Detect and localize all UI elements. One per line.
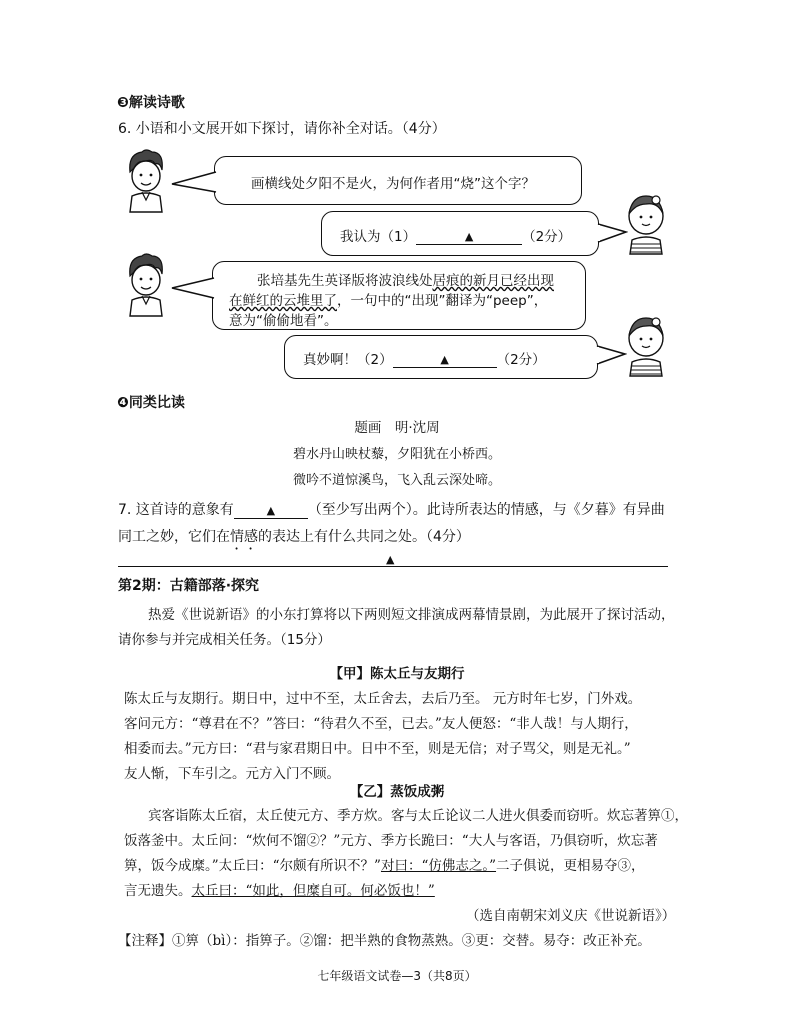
text-b-line-2: 饭落釜中。太丘问：“炊何不馏②？”元方、季方长跪曰：“大人与客语，乃俱窃听，炊忘著 (124, 833, 658, 849)
poem-line-1: 碧水丹山映杖藜，夕阳犹在小桥西。 (292, 447, 501, 462)
answer-blank-2[interactable]: ▲ (393, 351, 497, 368)
speech-bubble-3 (212, 261, 586, 330)
answer-marker: ▲ (386, 553, 395, 566)
section-title: 解读诗歌 (128, 95, 185, 111)
bubble-3-line-1: 张培基先生英译版将波浪线处居痕的新月已经出现 (257, 273, 554, 289)
boy-avatar-icon (122, 148, 168, 214)
poem-line-2: 微吟不道惊溪鸟，飞入乱云深处啼。 (292, 473, 501, 488)
boy-avatar-icon (122, 252, 168, 318)
answer-blank-imagery[interactable]: ▲ (234, 502, 308, 519)
text-b-line-1: 宾客诣陈太丘宿，太丘使元方、季方炊。客与太丘论议二人进火俱委而窃听。炊忘著箅①， (148, 808, 688, 824)
bubble-4-tail (595, 344, 627, 368)
page-footer: 七年级语文试卷—3（共8页） (317, 969, 477, 983)
girl-avatar-icon (624, 312, 668, 378)
bubble-2-text: 我认为（1） ▲ （2分） (340, 229, 572, 245)
part-2-heading: 第2期：古籍部落·探究 (118, 578, 260, 594)
bubble-1-tail (170, 170, 218, 196)
text-b-line-4: 言无遗失。太丘曰：“如此，但糜自可。何必饭也！” (124, 883, 435, 899)
answer-line-q7[interactable] (118, 566, 668, 567)
bubble-3-tail (170, 276, 216, 302)
question-7-line-2: 同工之妙，它们在情感的表达上有什么共同之处。（4分） (118, 529, 470, 545)
text-a-title: 【甲】陈太丘与友期行 (329, 666, 465, 682)
text-a-line-2: 客问元方：“尊君在不？”答曰：“待君久不至，已去。”友人便怒：“非人哉！与人期行， (124, 716, 638, 732)
section-heading-compare (117, 392, 185, 412)
answer-blank-1[interactable]: ▲ (416, 228, 522, 245)
bubble-3-line-3: 意为“偷偷地看”。 (229, 313, 338, 329)
girl-avatar-icon (624, 190, 668, 256)
part-2-intro-line-2: 请你参与并完成相关任务。（15分） (118, 632, 331, 648)
text-a-line-3: 相委而去。”元方曰：“君与家君期日中。日中不至，则是无信；对子骂父，则是无礼。” (124, 741, 631, 757)
question-7-line-1: 7. 这首诗的意象有 ▲ （至少写出两个）。此诗所表达的情感，与《夕暮》有异曲 (118, 502, 665, 518)
text-b-source: （选自南朝宋刘义庆《世说新语》） (466, 908, 676, 924)
poem-title: 题画 明·沈周 (354, 420, 440, 436)
section-number-icon: ❸ (117, 95, 129, 111)
bubble-3-line-2: 在鲜红的云堆里了，一句中的“出现”翻译为“peep”， (229, 293, 548, 309)
speech-bubble-2 (321, 211, 599, 256)
section-heading-poem (117, 92, 185, 112)
text-a-line-1: 陈太丘与友期行。期日中，过中不至，太丘舍去，去后乃至。 元方时年七岁，门外戏。 (124, 691, 642, 707)
part-2-intro-line-1: 热爱《世说新语》的小东打算将以下两则短文排演成两幕情景剧，为此展开了探讨活动， (148, 607, 675, 623)
section-number-icon: ❹ (117, 395, 129, 411)
bubble-1-text: 画横线处夕阳不是火，为何作者用“烧”这个字？ (251, 176, 535, 192)
section-title: 同类比读 (128, 395, 185, 411)
speech-bubble-4 (284, 335, 598, 379)
speech-bubble-1 (214, 156, 582, 205)
question-6-stem: 6. 小语和小文展开如下探讨，请你补全对话。（4分） (118, 121, 446, 137)
text-a-line-4: 友人惭，下车引之。元方入门不顾。 (124, 766, 340, 782)
bubble-4-text: 真妙啊！（2） ▲ （2分） (303, 352, 546, 368)
text-b-line-3: 箅，饭今成糜。”太丘曰：“尔颇有所识不？”对曰：“仿佛志之。”二子俱说，更相易夺③， (124, 858, 645, 874)
annotation-notes: 【注释】①箅（bì）：指箅子。②馏：把半熟的食物蒸熟。③更：交替。易夺：改正补充。 (118, 933, 651, 949)
text-b-title: 【乙】蒸饭成粥 (349, 784, 445, 800)
